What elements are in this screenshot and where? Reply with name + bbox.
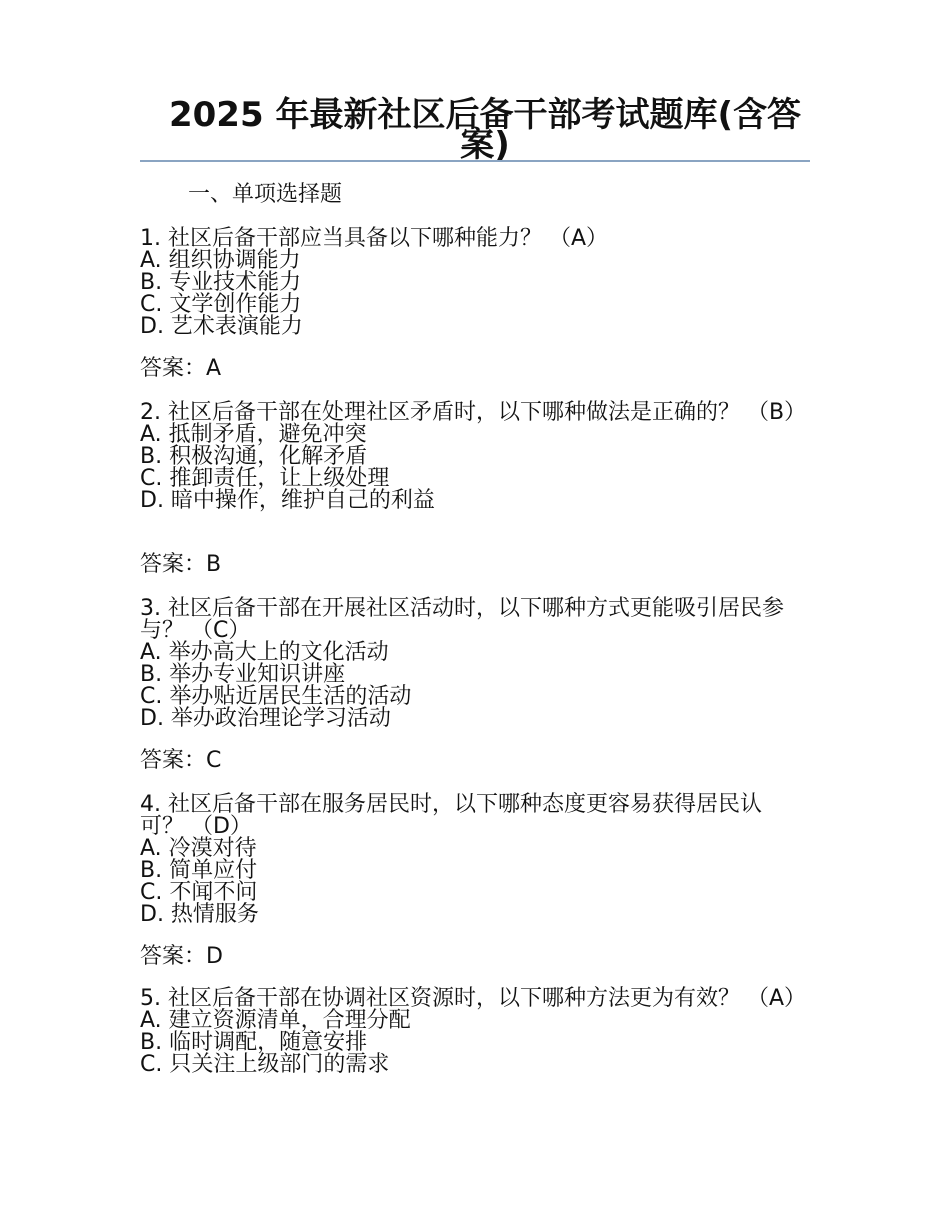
title-divider xyxy=(140,160,810,162)
question-stem: 5. 社区后备干部在协调社区资源时，以下哪种方法更为有效？ （A） xyxy=(140,986,807,1011)
option-d: D. 热情服务 xyxy=(140,902,259,927)
question-block-4 xyxy=(140,794,800,926)
option-c: C. 不闻不问 xyxy=(140,880,258,905)
question-stem: 3. 社区后备干部在开展社区活动时，以下哪种方式更能吸引居民参与？ （C） xyxy=(140,596,784,643)
question-stem: 2. 社区后备干部在处理社区矛盾时，以下哪种做法是正确的？ （B） xyxy=(140,400,807,425)
option-c: C. 只关注上级部门的需求 xyxy=(140,1052,390,1077)
option-b: B. 简单应付 xyxy=(140,858,258,883)
answer-line-2: 答案：B xyxy=(140,552,222,577)
option-b: B. 专业技术能力 xyxy=(140,270,302,295)
section-heading: 一、单项选择题 xyxy=(188,182,343,207)
option-c: C. 文学创作能力 xyxy=(140,292,302,317)
question-block-3 xyxy=(140,598,800,730)
question-block-1 xyxy=(140,228,800,338)
question-block-2 xyxy=(140,400,807,513)
question-stem: 4. 社区后备干部在服务居民时，以下哪种态度更容易获得居民认可？ （D） xyxy=(140,792,762,839)
option-a: A. 建立资源清单，合理分配 xyxy=(140,1008,411,1033)
option-d: D. 艺术表演能力 xyxy=(140,314,303,339)
option-c: C. 举办贴近居民生活的活动 xyxy=(140,684,412,709)
option-a: A. 举办高大上的文化活动 xyxy=(140,640,389,665)
answer-line-4: 答案：D xyxy=(140,944,223,969)
question-block-5 xyxy=(140,986,807,1077)
option-a: A. 抵制矛盾，避免冲突 xyxy=(140,422,367,447)
option-a: A. 组织协调能力 xyxy=(140,248,301,273)
answer-line-3: 答案：C xyxy=(140,748,222,773)
option-b: B. 举办专业知识讲座 xyxy=(140,662,346,687)
option-a: A. 冷漠对待 xyxy=(140,836,257,861)
option-b: B. 临时调配，随意安排 xyxy=(140,1030,368,1055)
option-b: B. 积极沟通，化解矛盾 xyxy=(140,444,368,469)
document-title: 2025 年最新社区后备干部考试题库(含答案) xyxy=(168,95,801,165)
option-c: C. 推卸责任，让上级处理 xyxy=(140,466,390,491)
question-stem: 1. 社区后备干部应当具备以下哪种能力？ （A） xyxy=(140,226,609,251)
answer-line-1: 答案：A xyxy=(140,356,222,381)
option-d: D. 举办政治理论学习活动 xyxy=(140,706,391,731)
option-d: D. 暗中操作，维护自己的利益 xyxy=(140,488,435,513)
